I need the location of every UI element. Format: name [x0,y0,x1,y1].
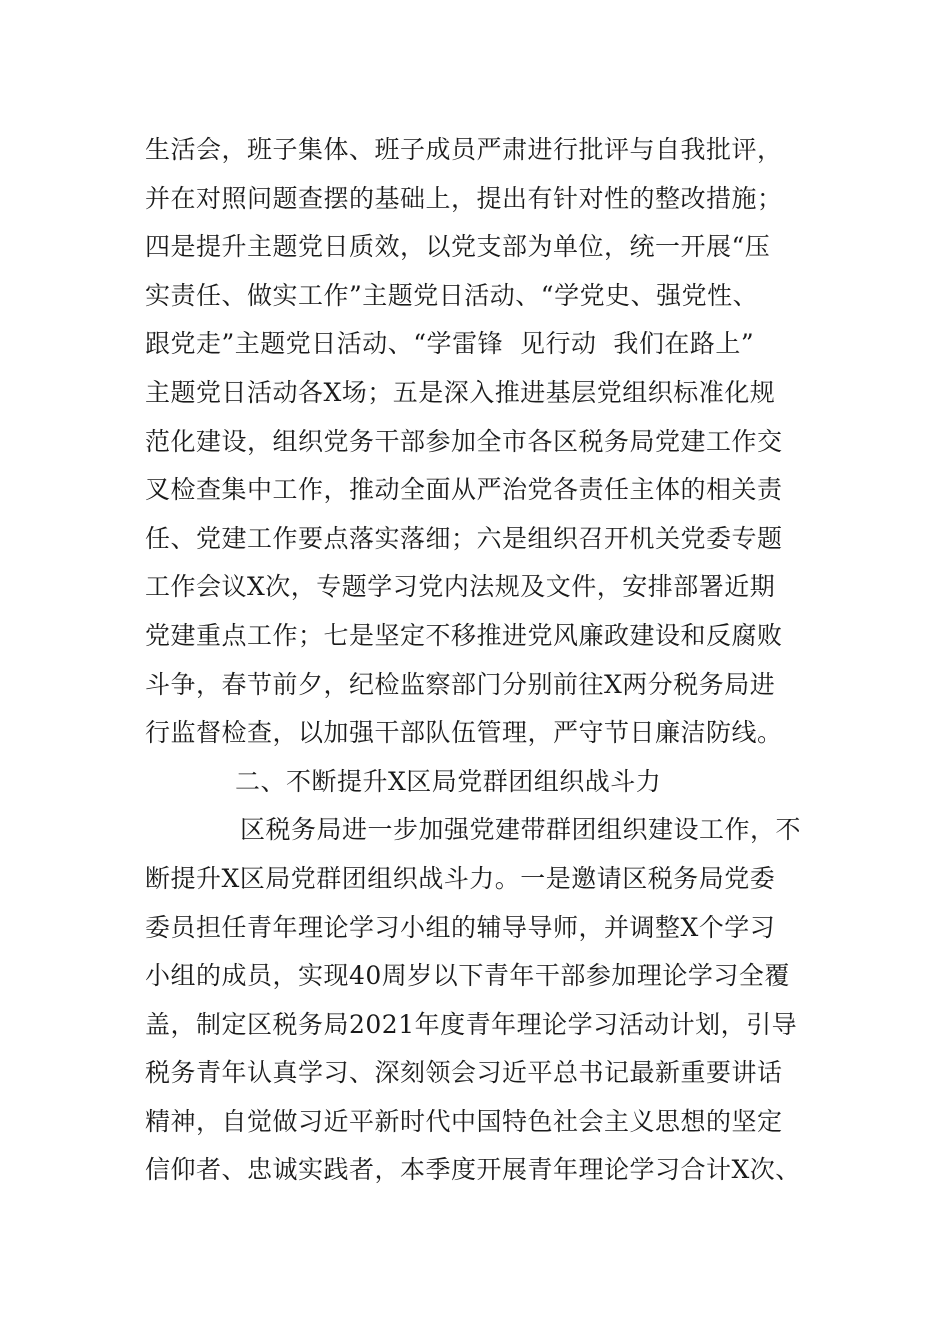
body-line: 生活会，班子集体、班子成员严肃进行批评与自我批评， [145,135,783,164]
paragraph-line: 税务青年认真学习、深刻领会习近平总书记最新重要讲话 [145,1058,783,1088]
body-line: 范化建设，组织党务干部参加全市各区税务局党建工作交 [145,426,783,456]
paragraph-line: 盖，制定区税务局2021年度青年理论学习活动计划，引导 [145,1009,798,1039]
body-line: 叉检查集中工作，推动全面从严治党各责任主体的相关责 [145,475,783,505]
body-line: 并在对照问题查摆的基础上，提出有针对性的整改措施； [145,183,783,213]
paragraph-line: 委员担任青年理论学习小组的辅导导师，并调整X个学习 [145,912,776,942]
section-heading: 二、不断提升X区局党群团组织战斗力 [235,766,662,796]
paragraph-line: 信仰者、忠诚实践者，本季度开展青年理论学习合计X次、 [145,1155,801,1185]
body-line: 党建重点工作；七是坚定不移推进党风廉政建设和反腐败 [145,620,783,650]
paragraph-line: 精神，自觉做习近平新时代中国特色社会主义思想的坚定 [145,1106,783,1136]
paragraph-line: 断提升X区局党群团组织战斗力。一是邀请区税务局党委 [145,863,776,893]
paragraph-line: 区税务局进一步加强党建带群团组织建设工作，不 [240,815,802,845]
paragraph-line: 小组的成员，实现40周岁以下青年干部参加理论学习全覆 [145,961,790,991]
body-line: 主题党日活动各X场；五是深入推进基层党组织标准化规 [145,377,776,407]
body-line: 实责任、做实工作”主题党日活动、“学党史、强党性、 [145,280,759,310]
body-line: 跟党走”主题党日活动、“学雷锋 见行动 我们在路上” [145,329,755,359]
body-line: 工作会议X次，专题学习党内法规及文件，安排部署近期 [145,572,776,602]
body-line: 斗争，春节前夕，纪检监察部门分别前往X两分税务局进 [145,669,776,699]
body-line: 任、党建工作要点落实落细；六是组织召开机关党委专题 [145,523,783,553]
body-line: 行监督检查，以加强干部队伍管理，严守节日廉洁防线。 [145,718,783,748]
body-line: 四是提升主题党日质效，以党支部为单位，统一开展“压 [145,232,771,262]
document-body [145,126,835,1195]
